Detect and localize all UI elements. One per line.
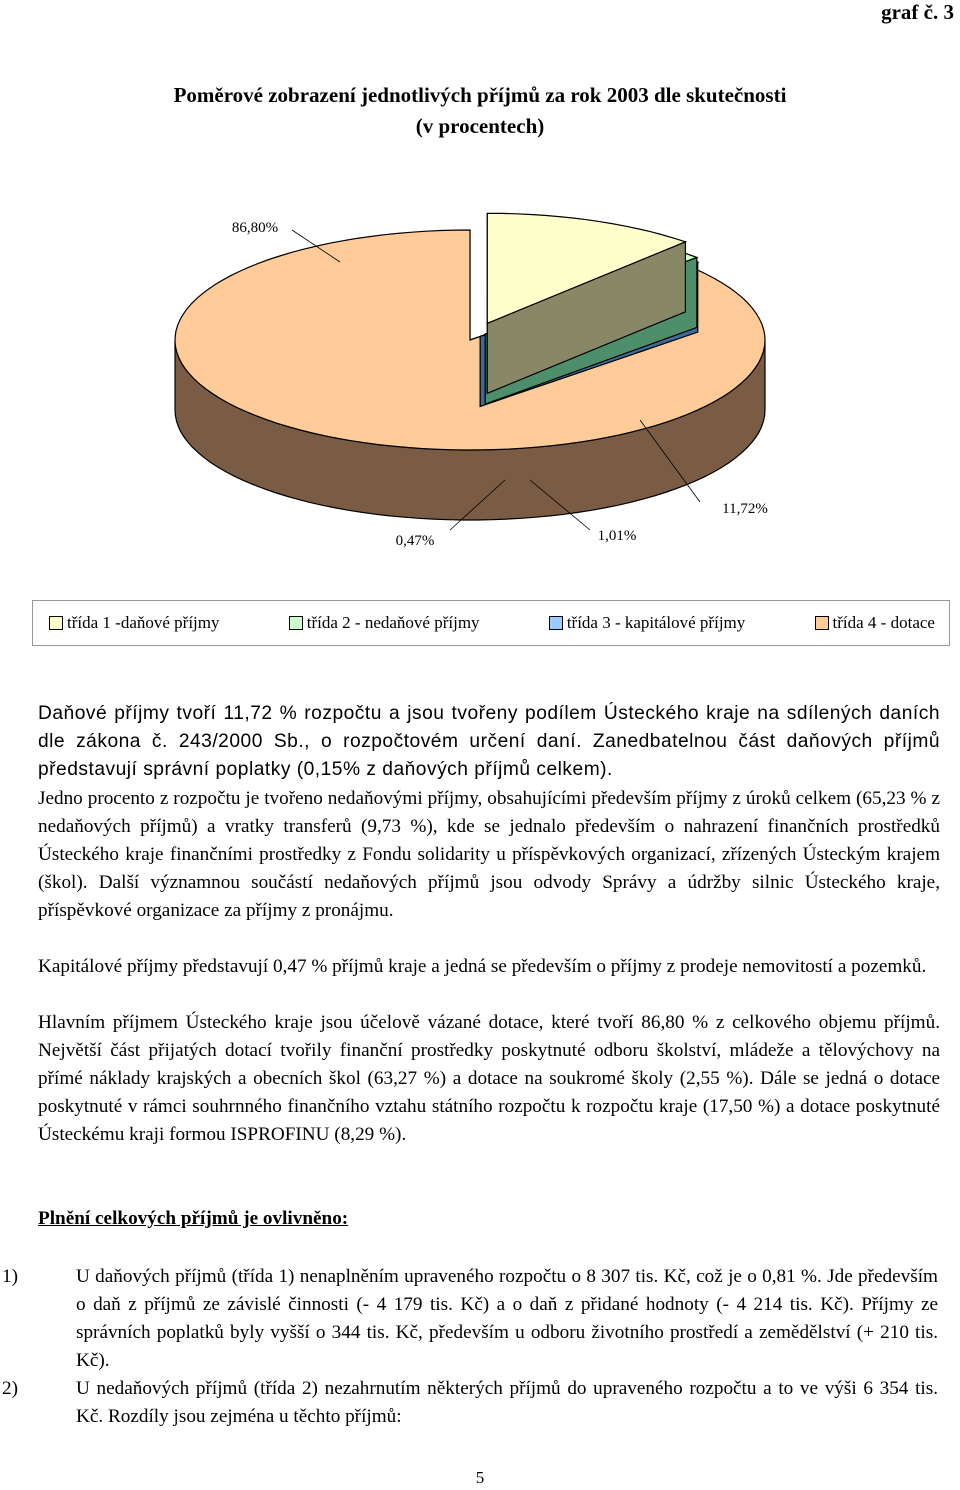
- value-label-trida3: 0,47%: [395, 533, 435, 549]
- legend-item-trida1: [49, 613, 220, 633]
- chart-title-line1: Poměrové zobrazení jednotlivých příjmů za rok 2003 dle skutečnosti: [173, 83, 787, 107]
- legend-item-trida2: [289, 613, 480, 633]
- value-label-trida4: 86,80%: [231, 220, 279, 236]
- legend-item-trida4: [815, 613, 935, 633]
- list-item-number: 2): [2, 1378, 18, 1399]
- section-heading: Plnění celkových příjmů je ovlivněno:: [38, 1208, 349, 1229]
- graph-number-label: graf č. 3: [881, 0, 954, 24]
- paragraph-capital-income: Kapitálové příjmy představují 0,47 % příjmů kraje a jedná se především o příjmy z prodeje nemovitostí a pozemků.: [38, 956, 927, 977]
- legend-label-trida4: třída 4 - dotace: [832, 613, 935, 632]
- legend-swatch-trida3: [549, 616, 563, 630]
- chart-title-line2: (v procentech): [415, 114, 545, 138]
- legend-label-trida3: třída 3 - kapitálové příjmy: [566, 613, 746, 632]
- legend-swatch-trida4: [815, 616, 829, 630]
- legend-swatch-trida1: [49, 616, 63, 630]
- page-number: 5: [475, 1468, 485, 1487]
- legend-item-trida3: [549, 613, 745, 633]
- value-label-trida2: 1,01%: [597, 528, 637, 544]
- legend-label-trida1: třída 1 -daňové příjmy: [67, 613, 220, 632]
- pie-chart: [0, 0, 960, 600]
- paragraph-subsidies: Hlavním příjmem Ústeckého kraje jsou účelově vázané dotace, které tvoří 86,80 % z celkového objemu příjmů. Největší část přijatých dotací tvořily finanční prostředky poskytnuté odboru školství, mládeže a tělovýchovy na přímé náklady krajských a obecních škol (63,27 %) a dotace na soukromé školy (2,55 %). Dále se jedná o dotace poskytnuté v rámci souhrnného finančního vztahu státního rozpočtu k rozpočtu kraje (17,50 %) a dotace poskytnuté Ústeckému kraji formou ISPROFINU (8,29 %).: [38, 1012, 940, 1145]
- legend-swatch-trida2: [289, 616, 303, 630]
- list-item-number: 1): [2, 1266, 18, 1287]
- legend-label-trida2: třída 2 - nedaňové příjmy: [306, 613, 480, 632]
- paragraph-nontax-income: Jedno procento z rozpočtu je tvořeno nedaňovými příjmy, obsahujícími především příjmy z úroků celkem (65,23 % z nedaňových příjmů) a vratky transferů (9,73 %), kde se jednalo především o nahrazení finančních prostředků Ústeckého kraje finančními prostředky z Fondu solidarity u příspěvkových organizací, zřízených Ústeckým krajem (škol). Další významnou součástí nedaňových příjmů jsou odvody Správy a údržby silnic Ústeckého kraje, příspěvkové organizace za příjmy z pronájmu.: [38, 788, 940, 921]
- value-label-trida1: 11,72%: [722, 501, 768, 517]
- list-item-text: U daňových příjmů (třída 1) nenaplněním upraveného rozpočtu o 8 307 tis. Kč, což je o 0,81 %. Jde především o daň z příjmů ze závislé činnosti (- 4 179 tis. Kč) a o daň z přidané hodnoty (- 4 214 tis. Kč). Příjmy ze správních poplatků byly vyšší o 344 tis. Kč, především u odboru životního prostředí a zemědělství (+ 210 tis. Kč).: [76, 1266, 938, 1371]
- chart-legend: [32, 600, 950, 646]
- list-item-text: U nedaňových příjmů (třída 2) nezahrnutím některých příjmů do upraveného rozpočtu a to ve výši 6 354 tis. Kč. Rozdíly jsou zejména u těchto příjmů:: [76, 1378, 938, 1427]
- paragraph-tax-income: Daňové příjmy tvoří 11,72 % rozpočtu a jsou tvořeny podílem Ústeckého kraje na sdílených daních dle zákona č. 243/2000 Sb., o rozpočtovém určení daní. Zanedbatelnou část daňových příjmů představují správní poplatky (0,15% z daňových příjmů celkem).: [38, 703, 940, 780]
